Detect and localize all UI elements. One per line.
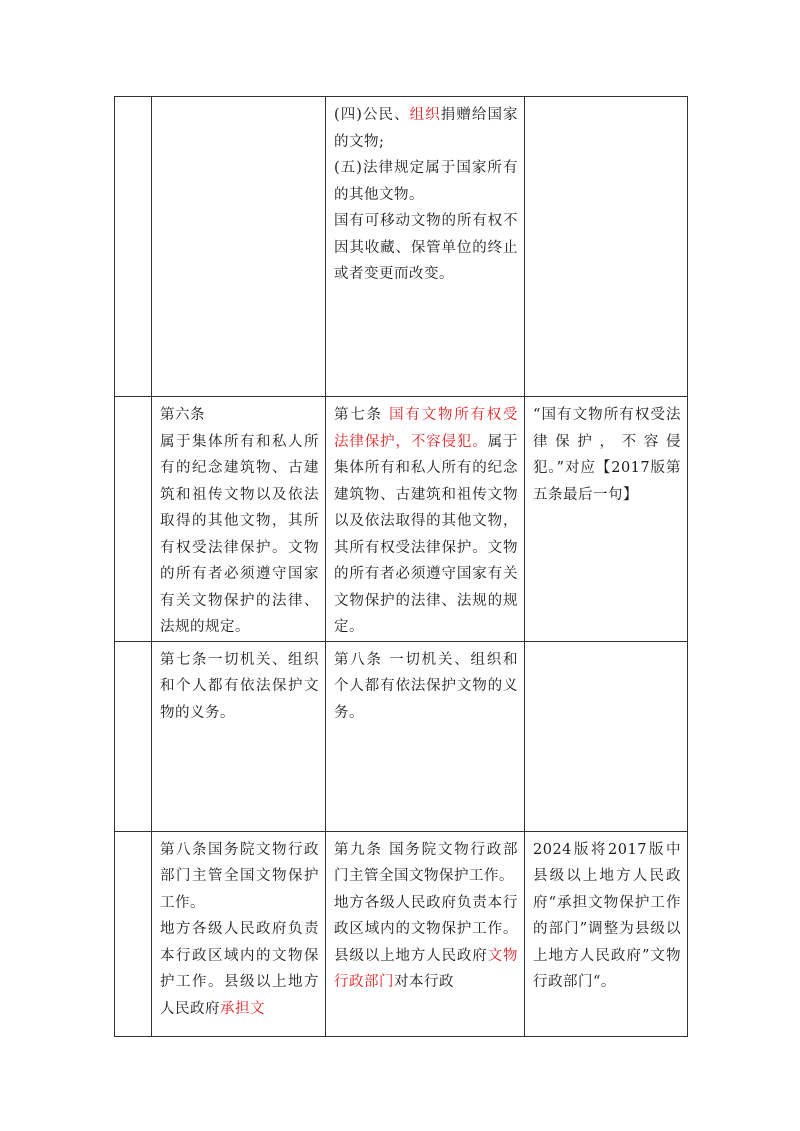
cell-paragraph — [533, 402, 681, 508]
cell-paragraph — [160, 402, 319, 429]
text-segment: 对本行政 — [394, 974, 454, 990]
index-cell — [115, 831, 152, 1036]
cell-paragraph — [160, 916, 319, 1022]
text-segment: 国有可移动文物的所有权不因其收藏、保管单位的终止或者变更而改变。 — [334, 213, 518, 282]
text-segment: 第八条国务院文物行政部门主管全国文物保护工作。 — [160, 841, 319, 911]
highlighted-text: 组织 — [409, 107, 441, 123]
index-cell — [115, 397, 152, 642]
text-segment: 捐赠给国家的文物; — [334, 107, 519, 150]
cell-paragraph — [334, 647, 518, 727]
text-segment: 地方各级人民政府负责本行政区域内的文物保护工作。县级以上地方人民政府 — [160, 921, 319, 1017]
table-row — [115, 641, 688, 831]
text-segment: 第七条 — [334, 407, 390, 423]
table-row — [115, 97, 688, 397]
index-cell — [115, 97, 152, 397]
note-cell — [525, 397, 688, 642]
highlighted-text: 文物行政部门 — [334, 947, 519, 990]
note-cell — [525, 641, 688, 831]
cell-paragraph — [334, 102, 518, 155]
text-segment: “国有文物所有权受法律保护，不容侵犯。”对应【2017版第五条最后一句】 — [533, 407, 681, 503]
cell-paragraph — [334, 837, 518, 890]
new-version-cell — [326, 831, 525, 1036]
cell-paragraph — [334, 890, 518, 996]
cell-paragraph — [334, 155, 518, 208]
cell-paragraph — [334, 208, 518, 288]
note-cell — [525, 97, 688, 397]
new-version-cell — [326, 641, 525, 831]
text-segment: 属于集体所有和私人所有的纪念建筑物、古建筑和祖传文物以及依法取得的其他文物，其所有权受法律保护。文物的所有者必须遵守国家有关文物保护的法律、法规的规定。 — [160, 433, 319, 635]
cell-paragraph — [334, 402, 518, 641]
old-version-cell — [152, 641, 326, 831]
old-version-cell — [152, 831, 326, 1036]
highlighted-text: 承担文 — [220, 1000, 265, 1017]
text-segment: 地方各级人民政府负责本行政区域内的文物保护工作。县级以上地方人民政府 — [334, 894, 518, 964]
text-segment: (五)法律规定属于国家所有的其他文物。 — [334, 160, 518, 203]
text-segment: 第六条 — [160, 407, 205, 423]
table-row — [115, 397, 688, 642]
cell-paragraph — [160, 647, 319, 727]
new-version-cell — [326, 397, 525, 642]
text-segment: 2024版将2017版中县级以上地方人民政府“承担文物保护工作的部门”调整为县级以上地方人民政府”文物行政部门“。 — [533, 841, 681, 990]
cell-paragraph — [533, 837, 681, 996]
cell-paragraph — [160, 837, 319, 917]
note-cell — [525, 831, 688, 1036]
old-version-cell — [152, 397, 326, 642]
text-segment: (四)公民、 — [334, 107, 410, 123]
cell-paragraph — [160, 429, 319, 641]
old-version-cell — [152, 97, 326, 397]
text-segment: 第九条 国务院文物行政部门主管全国文物保护工作。 — [334, 841, 518, 884]
comparison-table-body — [115, 97, 688, 1037]
text-segment: 第七条一切机关、组织和个人都有依法保护文物的义务。 — [160, 651, 319, 721]
text-segment: 属于集体所有和私人所有的纪念建筑物、古建筑和祖传文物以及依法取得的其他文物，其所有权受法律保护。文物的所有者必须遵守国家有关文物保护的法律、法规的规定。 — [334, 433, 519, 635]
table-row — [115, 831, 688, 1036]
comparison-table — [114, 96, 688, 1037]
highlighted-text: 国有文物所有权受法律保护，不容侵犯。 — [334, 407, 519, 450]
new-version-cell — [326, 97, 525, 397]
index-cell — [115, 641, 152, 831]
text-segment: 第八条 一切机关、组织和个人都有依法保护文物的义务。 — [334, 651, 518, 721]
